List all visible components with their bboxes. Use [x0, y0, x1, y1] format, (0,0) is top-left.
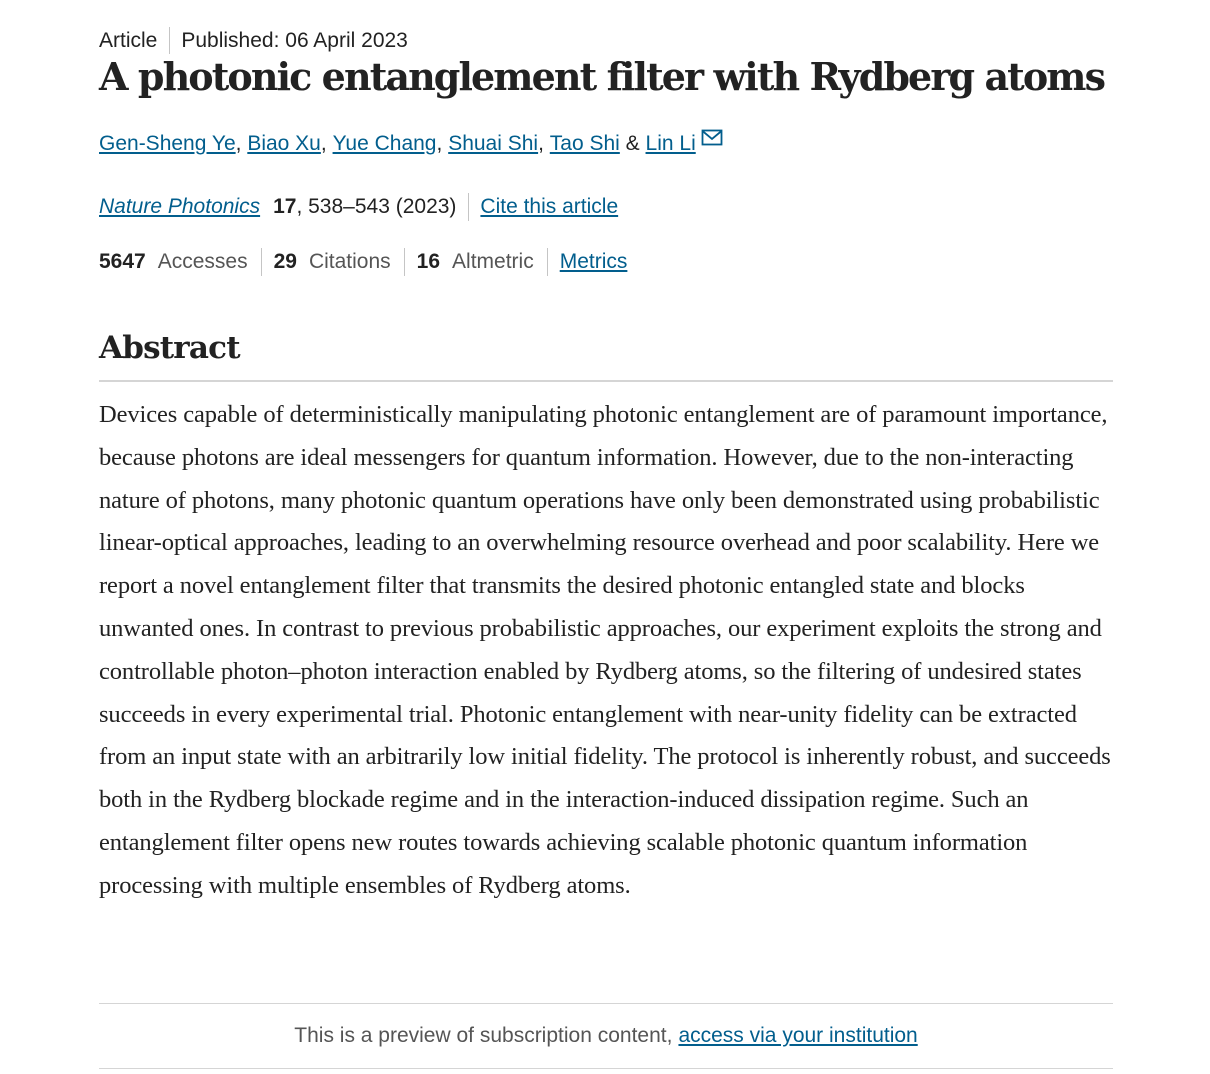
author-separator: ,	[538, 132, 544, 155]
author-link[interactable]: Gen-Sheng Ye	[99, 132, 236, 155]
mail-icon[interactable]	[701, 128, 723, 148]
author-link[interactable]: Yue Chang	[332, 132, 437, 155]
author-separator: ,	[320, 132, 327, 155]
article-meta	[99, 27, 408, 54]
citations-count: 29	[273, 250, 297, 273]
journal-volume: 17	[273, 195, 297, 218]
meta-divider	[169, 27, 170, 54]
author-link[interactable]: Shuai Shi	[448, 132, 539, 155]
published-date: Published: 06 April 2023	[181, 28, 408, 52]
author-link[interactable]: Biao Xu	[247, 132, 321, 155]
article-type: Article	[99, 28, 158, 52]
metrics-divider	[404, 248, 405, 276]
abstract-heading: Abstract	[99, 330, 240, 366]
author-list	[99, 132, 723, 156]
metrics-link[interactable]: Metrics	[559, 250, 628, 273]
journal-link[interactable]: Nature Photonics	[99, 195, 261, 218]
metrics-divider	[547, 248, 548, 276]
abstract-text: Devices capable of deterministically manipulating photonic entanglement are of paramount importance, because photons are ideal messengers for quantum information. However, due to the non-interacting nature of photons, many photonic quantum operations have only been demonstrated using probabilistic linear-optical approaches, leading to an overwhelming resource overhead and poor scalability. Here we report a novel entanglement filter that transmits the desired photonic entangled state and blocks unwanted ones. In contrast to previous probabilistic approaches, our experiment exploits the strong and controllable photon–photon interaction enabled by Rydberg atoms, so the filtering of undesired states succeeds in every experimental trial. Photonic entanglement with near-unity fidelity can be extracted from an input state with an arbitrarily low initial fidelity. The protocol is inherently robust, and succeeds both in the Rydberg blockade regime and in the interaction-induced dissipation regime. Such an entanglement filter opens new routes towards achieving scalable photonic quantum information processing with multiple ensembles of Rydberg atoms.	[99, 401, 1111, 899]
author-separator: ,	[436, 132, 443, 155]
author-link[interactable]: Tao Shi	[549, 132, 620, 155]
metrics-row	[99, 248, 627, 276]
cite-article-link[interactable]: Cite this article	[480, 195, 619, 218]
journal-pages: , 538–543 (2023)	[296, 195, 457, 218]
altmetric-label: Altmetric	[452, 250, 534, 273]
accesses-count: 5647	[99, 250, 146, 273]
preview-text: This is a preview of subscription content,	[294, 1024, 673, 1047]
author-link[interactable]: Lin Li	[645, 132, 696, 155]
citations-label: Citations	[308, 250, 391, 273]
citation-divider	[468, 193, 469, 221]
author-joiner: &	[625, 132, 640, 155]
author-separator: ,	[235, 132, 242, 155]
metrics-divider	[261, 248, 262, 276]
article-title: A photonic entanglement filter with Rydberg atoms	[99, 54, 1105, 99]
citation-row	[99, 193, 618, 221]
subscription-preview-notice	[99, 1003, 1113, 1069]
institution-access-link[interactable]: access via your institution	[678, 1024, 918, 1047]
altmetric-count: 16	[416, 250, 441, 273]
accesses-label: Accesses	[157, 250, 248, 273]
abstract-divider	[99, 380, 1113, 382]
